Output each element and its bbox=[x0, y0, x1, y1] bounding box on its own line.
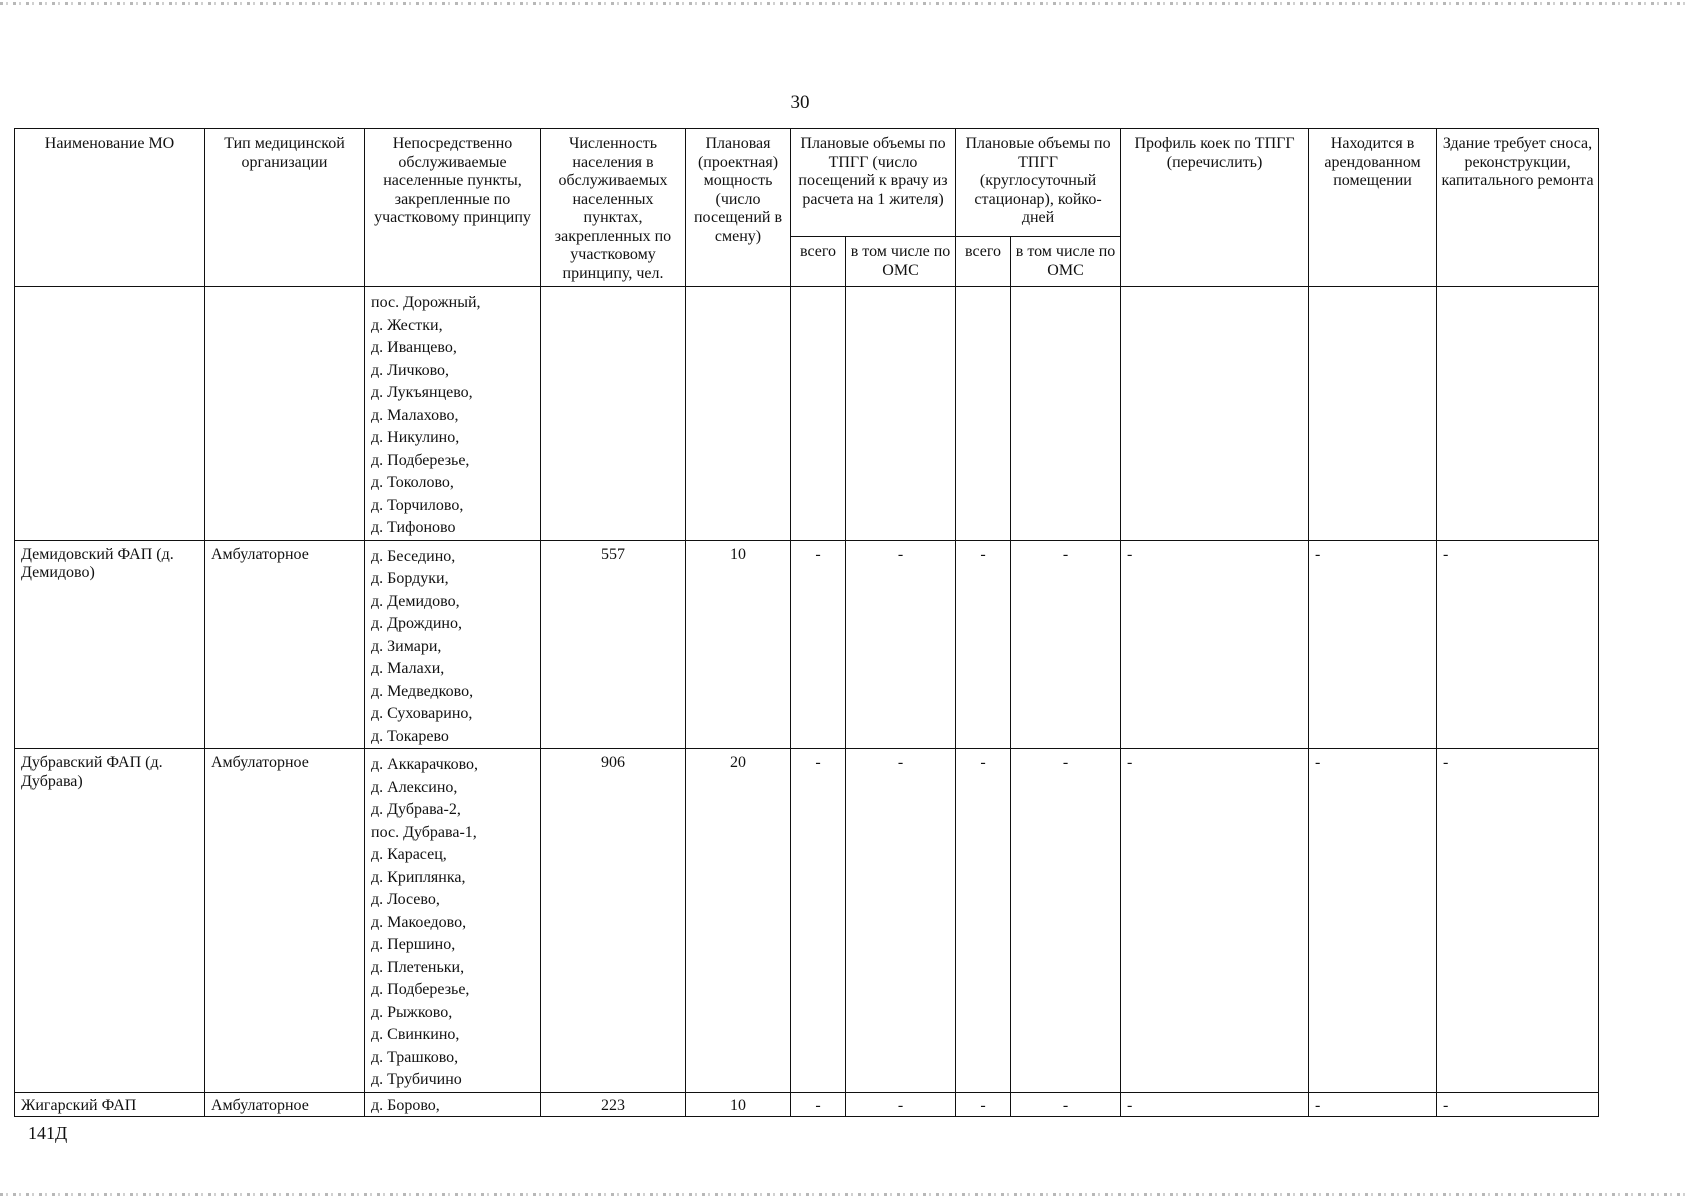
cell-empty bbox=[15, 287, 205, 541]
place-item: д. Лосево, bbox=[371, 891, 440, 908]
cell-capacity: 10 bbox=[686, 540, 791, 749]
cell-type: Амбулаторное bbox=[205, 540, 365, 749]
place-item: д. Малахово, bbox=[371, 406, 459, 424]
header-served-places: Непосредственно обслуживаемые населенные пункты, закрепленные по участковому принципу bbox=[365, 129, 541, 287]
cell-empty bbox=[791, 287, 846, 541]
scan-border-bottom bbox=[0, 1193, 1686, 1196]
cell-capacity: 10 bbox=[686, 1093, 791, 1117]
header-population: Численность населения в обслуживаемых населенных пунктах, закрепленных по участковому принципу, чел. bbox=[541, 129, 686, 287]
subheader-beds-oms: в том числе по ОМС bbox=[1011, 237, 1121, 287]
cell-type: Амбулаторное bbox=[205, 1093, 365, 1117]
cell-name: Демидовский ФАП (д. Демидово) bbox=[15, 540, 205, 749]
place-item: д. Никулино, bbox=[371, 429, 460, 446]
cell-rented: - bbox=[1309, 749, 1437, 1093]
cell-visits-oms: - bbox=[846, 749, 956, 1093]
place-item: д. Торчилово, bbox=[371, 496, 464, 514]
cell-visits-total: - bbox=[791, 749, 846, 1093]
header-visits-group: Плановые объемы по ТПГГ (число посещений к врачу из расчета на 1 жителя) bbox=[791, 129, 956, 237]
cell-capacity: 20 bbox=[686, 749, 791, 1093]
cell-places bbox=[365, 287, 541, 541]
cell-repair: - bbox=[1437, 1093, 1599, 1117]
cell-places bbox=[365, 1093, 541, 1117]
place-item: д. Рыжково, bbox=[371, 1003, 453, 1021]
header-org-type: Тип медицинской организации bbox=[205, 129, 365, 287]
header-capacity: Плановая (проектная) мощность (число посещений в смену) bbox=[686, 129, 791, 287]
cell-repair: - bbox=[1437, 749, 1599, 1093]
cell-places bbox=[365, 749, 541, 1093]
cell-empty bbox=[1309, 287, 1437, 541]
place-item: д. Свинкино, bbox=[371, 1026, 460, 1043]
place-item: д. Дрождино, bbox=[371, 615, 462, 632]
place-item: д. Алексино, bbox=[371, 778, 458, 796]
cell-empty bbox=[686, 287, 791, 541]
place-item: д. Борово, bbox=[371, 1097, 440, 1114]
place-item: д. Макоедово, bbox=[371, 913, 467, 931]
cell-name: Дубравский ФАП (д. Дубрава) bbox=[15, 749, 205, 1093]
cell-places bbox=[365, 540, 541, 749]
cell-visits-oms: - bbox=[846, 540, 956, 749]
medical-organizations-table bbox=[14, 128, 1599, 1117]
place-item: д. Трашково, bbox=[371, 1048, 459, 1066]
cell-visits-total: - bbox=[791, 1093, 846, 1117]
cell-name: Жигарский ФАП bbox=[15, 1093, 205, 1117]
cell-bed-profile: - bbox=[1121, 749, 1309, 1093]
cell-empty bbox=[1011, 287, 1121, 541]
cell-beds-total: - bbox=[956, 749, 1011, 1093]
document-footer-code: 141Д bbox=[28, 1123, 68, 1143]
cell-beds-oms: - bbox=[1011, 749, 1121, 1093]
place-item: д. Малахи, bbox=[371, 660, 445, 677]
cell-empty bbox=[205, 287, 365, 541]
place-item: д. Криплянка, bbox=[371, 868, 466, 886]
place-item: д. Дубрава-2, bbox=[371, 801, 461, 818]
header-name-mo: Наименование МО bbox=[15, 129, 205, 287]
cell-population: 906 bbox=[541, 749, 686, 1093]
cell-visits-oms: - bbox=[846, 1093, 956, 1117]
cell-type: Амбулаторное bbox=[205, 749, 365, 1093]
place-item: д. Лукъянцево, bbox=[371, 384, 473, 401]
place-item: д. Зимари, bbox=[371, 637, 442, 655]
cell-beds-oms: - bbox=[1011, 1093, 1121, 1117]
place-item: д. Токолово, bbox=[371, 474, 454, 491]
cell-population: 223 bbox=[541, 1093, 686, 1117]
place-item: д. Медведково, bbox=[371, 682, 474, 700]
header-row bbox=[15, 129, 1599, 237]
header-rented: Находится в арендованном помещении bbox=[1309, 129, 1437, 287]
cell-rented: - bbox=[1309, 540, 1437, 749]
header-bed-profile: Профиль коек по ТПГГ (перечислить) bbox=[1121, 129, 1309, 287]
cell-bed-profile: - bbox=[1121, 1093, 1309, 1117]
place-item: д. Иванцево, bbox=[371, 339, 457, 356]
table-row bbox=[15, 1093, 1599, 1117]
cell-rented: - bbox=[1309, 1093, 1437, 1117]
cell-beds-oms: - bbox=[1011, 540, 1121, 749]
place-item: д. Личково, bbox=[371, 361, 450, 379]
place-item: д. Жестки, bbox=[371, 316, 443, 334]
place-item: д. Аккарачково, bbox=[371, 756, 479, 773]
cell-empty bbox=[541, 287, 686, 541]
place-item: д. Суховарино, bbox=[371, 705, 473, 722]
cell-repair: - bbox=[1437, 540, 1599, 749]
subheader-visits-total: всего bbox=[791, 237, 846, 287]
cell-empty bbox=[1437, 287, 1599, 541]
place-item: д. Плетеньки, bbox=[371, 958, 465, 976]
place-item: д. Подберезье, bbox=[371, 451, 470, 469]
page-number: 30 bbox=[790, 92, 810, 113]
table-row-continuation bbox=[15, 287, 1599, 541]
cell-beds-total: - bbox=[956, 540, 1011, 749]
subheader-visits-oms: в том числе по ОМС bbox=[846, 237, 956, 287]
place-item: пос. Дубрава-1, bbox=[371, 823, 477, 841]
cell-population: 557 bbox=[541, 540, 686, 749]
place-item: д. Беседино, bbox=[371, 547, 456, 565]
place-item: д. Токарево bbox=[371, 727, 449, 745]
place-item: пос. Дорожный, bbox=[371, 294, 481, 311]
scan-border-top bbox=[0, 2, 1686, 5]
cell-bed-profile: - bbox=[1121, 540, 1309, 749]
place-item: д. Тифоново bbox=[371, 519, 456, 536]
cell-visits-total: - bbox=[791, 540, 846, 749]
cell-empty bbox=[956, 287, 1011, 541]
place-item: д. Демидово, bbox=[371, 592, 460, 610]
place-item: д. Бордуки, bbox=[371, 570, 449, 587]
place-item: д. Першино, bbox=[371, 936, 456, 953]
place-item: д. Трубичино bbox=[371, 1071, 462, 1088]
table-row bbox=[15, 749, 1599, 1093]
place-item: д. Карасец, bbox=[371, 846, 447, 863]
cell-empty bbox=[1121, 287, 1309, 541]
table-row bbox=[15, 540, 1599, 749]
cell-beds-total: - bbox=[956, 1093, 1011, 1117]
place-item: д. Подберезье, bbox=[371, 981, 470, 998]
header-beds-group: Плановые объемы по ТПГГ (круглосуточный стационар), койко-дней bbox=[956, 129, 1121, 237]
subheader-beds-total: всего bbox=[956, 237, 1011, 287]
header-repair: Здание требует сноса, реконструкции, капитального ремонта bbox=[1437, 129, 1599, 287]
cell-empty bbox=[846, 287, 956, 541]
